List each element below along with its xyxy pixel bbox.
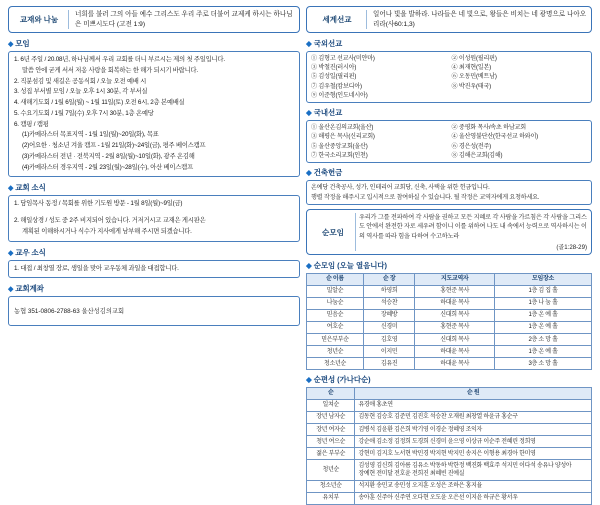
account-number: 농협 351-0806-2788-63 울산성김의교회	[14, 307, 125, 315]
bullet-icon: ◆	[306, 168, 312, 178]
small-group-meeting-table	[306, 273, 592, 371]
bullet-icon: ◆	[8, 185, 14, 193]
cell: 이지민	[364, 346, 415, 358]
list-item: 6. 캠핑 / 캠핑	[14, 120, 49, 128]
cell: 장혜방	[364, 309, 415, 321]
cell: 유경애 홍초연	[355, 399, 592, 411]
table-row	[307, 346, 592, 358]
section-building-fund-title: ◆ 건축헌금	[306, 168, 343, 178]
cell: 신대희 목사	[415, 309, 495, 321]
cell: 청소년순	[307, 480, 355, 492]
list-item: ② 이성원(필리핀)	[451, 55, 497, 63]
column-header: 모임장소	[495, 273, 592, 285]
cell: 유치부	[307, 492, 355, 504]
table-row	[307, 334, 592, 346]
cell: 김병석 김윤환 김은희 박기영 이경순 정혜영 조익자	[355, 424, 592, 436]
cell: 김동현 김승호 김준민 김진호 석승찬 오재원 최창열 하윤규 홍순구	[355, 411, 592, 423]
cell: 김유진	[364, 358, 415, 370]
cell: 김호영	[364, 334, 415, 346]
spacer	[14, 210, 294, 215]
small-group-verse-ref: (골1:28-29)	[556, 244, 587, 252]
bullet-icon: ◆	[306, 39, 312, 49]
section-church-account	[8, 283, 300, 326]
cell: 석지환 송민교 송민성 오지훈 오성은 조하은 홍지율	[355, 480, 592, 492]
domestic-mission-grid	[311, 123, 587, 160]
bullet-icon: ◆	[306, 108, 312, 118]
section-overseas-mission-title: ◆ 국외선교	[306, 39, 343, 49]
list-item: ⑤ 울산중앙교회(울산)	[311, 142, 368, 150]
cell: 청년 여으순	[307, 436, 355, 448]
list-item: ⑦ 한국소리교회(인천)	[311, 151, 368, 159]
cell: 석승찬	[364, 297, 415, 309]
cell: 믿은부부순	[307, 334, 364, 346]
cell: 장년 여자순	[307, 424, 355, 436]
section-gatherings-body	[8, 51, 300, 177]
table-row	[307, 297, 592, 309]
cell: 하영희	[364, 285, 415, 297]
list-item: ⑧ 김해은교회(김해)	[451, 151, 503, 159]
list-item: ⑨ 이준형(인도네시아)	[311, 91, 368, 99]
list-item: 계획된 이해하시거나 식수가 지사에게 남부해 주시면 되겠습니다.	[22, 227, 192, 235]
section-member-news	[8, 247, 300, 279]
section-domestic-mission-title: ◆ 국내선교	[306, 108, 343, 118]
table-row	[307, 399, 592, 411]
bullet-icon: ◆	[8, 286, 14, 294]
cell: 밀알순	[307, 285, 364, 297]
cell: 1층 온 예 홀	[495, 321, 592, 333]
cell: 신대희 목사	[415, 334, 495, 346]
section-group-roster-title: ◆ 순편성 (가나다순)	[306, 375, 371, 385]
cell: 3층 소 망 홀	[495, 358, 592, 370]
list-item: ④ 최재현(일본)	[451, 64, 491, 72]
cell: 여호순	[307, 321, 364, 333]
right-column	[306, 6, 592, 502]
section-small-group-meeting	[306, 260, 592, 370]
column-header: 순 장	[364, 273, 415, 285]
table-row	[307, 424, 592, 436]
cell: 1층 온 예 홀	[495, 346, 592, 358]
cell: 장년 남자순	[307, 411, 355, 423]
cell: 1층 나 눔 홀	[495, 297, 592, 309]
cell: 하대윤 목사	[415, 297, 495, 309]
list-item: ② 중평화 목사/속초 하남교회	[451, 124, 526, 132]
section-domestic-mission	[306, 107, 592, 163]
cell: 청년순	[307, 346, 364, 358]
list-item: ③ 해평은 목사(신리교회)	[311, 133, 375, 141]
section-church-news	[8, 182, 300, 241]
teaching-verse-text: 너희를 불러 그의 아들 예수 그리스도 우리 주로 더불어 교제케 하시는 하나님은 미쁘시도다 (고전 1:9)	[75, 11, 293, 28]
cell: 청년순	[307, 460, 355, 480]
teaching-verse-box	[8, 6, 300, 33]
section-overseas-mission	[306, 38, 592, 103]
table-row	[307, 460, 592, 480]
list-item: 1. 대접 / 최창열 장로, 생일을 맞아 교우동체 과일을 대접합니다.	[14, 264, 179, 272]
list-item: ⑧ 박진우(태국)	[451, 82, 491, 90]
section-overseas-mission-body	[306, 51, 592, 104]
list-item: ① 김형고 선교사(미얀마)	[311, 55, 375, 63]
list-item: 1. 담임목사 동정 / 목회를 위한 기도원 방문 - 1월 8일(월)~9일(금)	[14, 200, 183, 208]
list-item: (3)카메라스터 전년 · 전북지역 - 2월 8일(월)~10일(화), 광주 온김해	[22, 152, 195, 160]
cell: 1층 온 예 홀	[495, 309, 592, 321]
table-header-row	[307, 387, 592, 399]
column-header: 순 이름	[307, 273, 364, 285]
cell: 송아훈 신주아 신주연 오다현 오도윤 오은선 이지윤 하규은 황서우	[355, 492, 592, 504]
section-small-group-meeting-title: ◆ 순모임 (오늘 열음니다)	[306, 261, 387, 271]
overseas-mission-grid	[311, 54, 587, 100]
section-gatherings	[8, 38, 300, 177]
cell: 믿음순	[307, 309, 364, 321]
cell: 2층 소 망 홀	[495, 334, 592, 346]
section-church-account-body	[8, 296, 300, 326]
list-item: ① 울산온김의교회(울산)	[311, 124, 374, 132]
cell: 젊은 부부순	[307, 448, 355, 460]
mission-verse-label: 세계선교	[311, 10, 367, 29]
cell: 홍현준 목사	[415, 285, 495, 297]
list-item: (4)카메라스터 경우지역 - 2월 23일(월)~28일(수), 아산 베이스캠프	[22, 163, 193, 171]
section-member-news-body	[8, 260, 300, 279]
list-item: ④ 울산영불단산(한국선교 하와이)	[451, 133, 538, 141]
table-row	[307, 285, 592, 297]
cell: 하대윤 목사	[415, 358, 495, 370]
list-item: 4. 새해기도회 / 1월 6일(월) ~ 1월 11일(토) 오전 6시, 2층 본예배실	[14, 99, 185, 107]
section-gatherings-title: ◆ 모임	[8, 39, 30, 49]
list-item: (2)어요한 · 청소년 겨울 캠프 - 1월 21일(화)~24일(금), 평주 베이스캠프	[22, 142, 206, 150]
cell: 하대윤 목사	[415, 346, 495, 358]
list-item: ⑦ 김우철(캄보디아)	[311, 82, 362, 90]
table-row	[307, 448, 592, 460]
bullet-icon: ◆	[306, 261, 312, 271]
table-row	[307, 436, 592, 448]
table-row	[307, 480, 592, 492]
table-row	[307, 321, 592, 333]
cell: 청소년순	[307, 358, 364, 370]
cell: 신경미	[364, 321, 415, 333]
cell: 일쳐순	[307, 399, 355, 411]
list-item: (1)카메라스터 목표지역 - 1월 1일(월)~20일(화), 목표	[22, 131, 159, 139]
section-building-fund-body	[306, 180, 592, 205]
bullet-icon: ◆	[8, 41, 14, 49]
cell: 나눔순	[307, 297, 364, 309]
list-item: 5. 수요기도회 / 1월 7일(수) 오후 7시 30분, 1층 온예당	[14, 109, 154, 117]
column-header: 순 원	[355, 387, 592, 399]
cell: 1층 김 집 홀	[495, 285, 592, 297]
small-group-verse-text: 우리가 그를 전파하여 각 사람을 권하고 모든 지혜로 각 사람을 가르침은 각 사람을 그리스도 안에서 완전한 자로 세우려 함이니 이를 위하여 나도 내 속에서 능력으로 역사하시는 이의 역사를 따라 힘을 다하여 수고하노라	[359, 214, 587, 240]
section-church-news-title: ◆ 교회 소식	[8, 183, 46, 193]
section-church-news-body	[8, 195, 300, 241]
cell: 강순애 김소정 김정희 도경희 신경미 윤으영 이상규 이순주 전혜린 정희영	[355, 436, 592, 448]
left-column	[8, 6, 300, 420]
section-building-fund	[306, 167, 592, 205]
list-item: 2. 직분섬김 및 새길은 공동식회 / 오늘 오전 예배 시	[14, 77, 147, 85]
cell: 김성영 김신희 김아름 김유소 박동하 박한정 백진화 백효주 석지민 이다석 송유나 양성아 장예현 전미달 전호윤 전희진 최혜빈 진예실	[355, 460, 592, 480]
table-row	[307, 309, 592, 321]
table-row	[307, 492, 592, 504]
small-group-verse-label: 순모임	[311, 213, 356, 251]
column-header: 지도교역자	[415, 273, 495, 285]
list-item: 1. 6년 주일 / 20.08년, 하나님께서 우리 교회를 더니 부르시는 제의 첫 주일입니다.	[14, 56, 225, 64]
table-row	[307, 411, 592, 423]
cell: 강현미 김지호 노서현 박민경 박지현 박지민 송지은 이형용 최경아 한미영	[355, 448, 592, 460]
column-header: 순	[307, 387, 355, 399]
small-group-verse-box	[306, 209, 592, 255]
mission-verse-text: 일어나 빛을 발하라. 나라들은 네 빛으로, 왕들은 비치는 네 광명으로 나아오리라(사60:1,3)	[373, 11, 587, 28]
list-item: ⑥ 오동민(베트남)	[451, 73, 497, 81]
list-item: 2. 해일상경 / 성도 중 2주 비지되어 있습니다. 거저거시고 교재은 게시판은	[14, 217, 206, 225]
cell: 홍현준 목사	[415, 321, 495, 333]
mission-verse-box	[306, 6, 592, 33]
bullet-icon: ◆	[306, 375, 312, 385]
list-item: 행렬 작정을 해주시고 입시적으로 참여하실 수 있습니다. 될 작정은 교역자에게 요청하세요.	[311, 193, 540, 201]
section-group-roster	[306, 374, 592, 504]
table-row	[307, 358, 592, 370]
teaching-verse-label: 교재와 나눔	[13, 10, 69, 29]
group-roster-table	[306, 387, 592, 505]
table-header-row	[307, 273, 592, 285]
bullet-icon: ◆	[8, 249, 14, 257]
list-item: ⑤ 김성일(필리핀)	[311, 73, 357, 81]
list-item: ⑥ 경은성(전주)	[451, 142, 491, 150]
list-item: 3. 성집 부서별 모임 / 오늘 오후 1시 30분, 각 부서실	[14, 88, 148, 96]
section-domestic-mission-body	[306, 120, 592, 164]
section-member-news-title: ◆ 교우 소식	[8, 247, 46, 257]
list-item: 온예당 건축공사, 성가, 인테리어 교회당, 신축, 사택을 위한 헌금입니다.	[311, 184, 490, 192]
list-item: ③ 박철진(러시아)	[311, 64, 357, 72]
section-church-account-title: ◆ 교회계좌	[8, 284, 44, 294]
list-item: 말씀 안에 굳게 서서 저옹 사랑을 회복하는 한 해가 되시기 바랍니다.	[22, 66, 198, 74]
